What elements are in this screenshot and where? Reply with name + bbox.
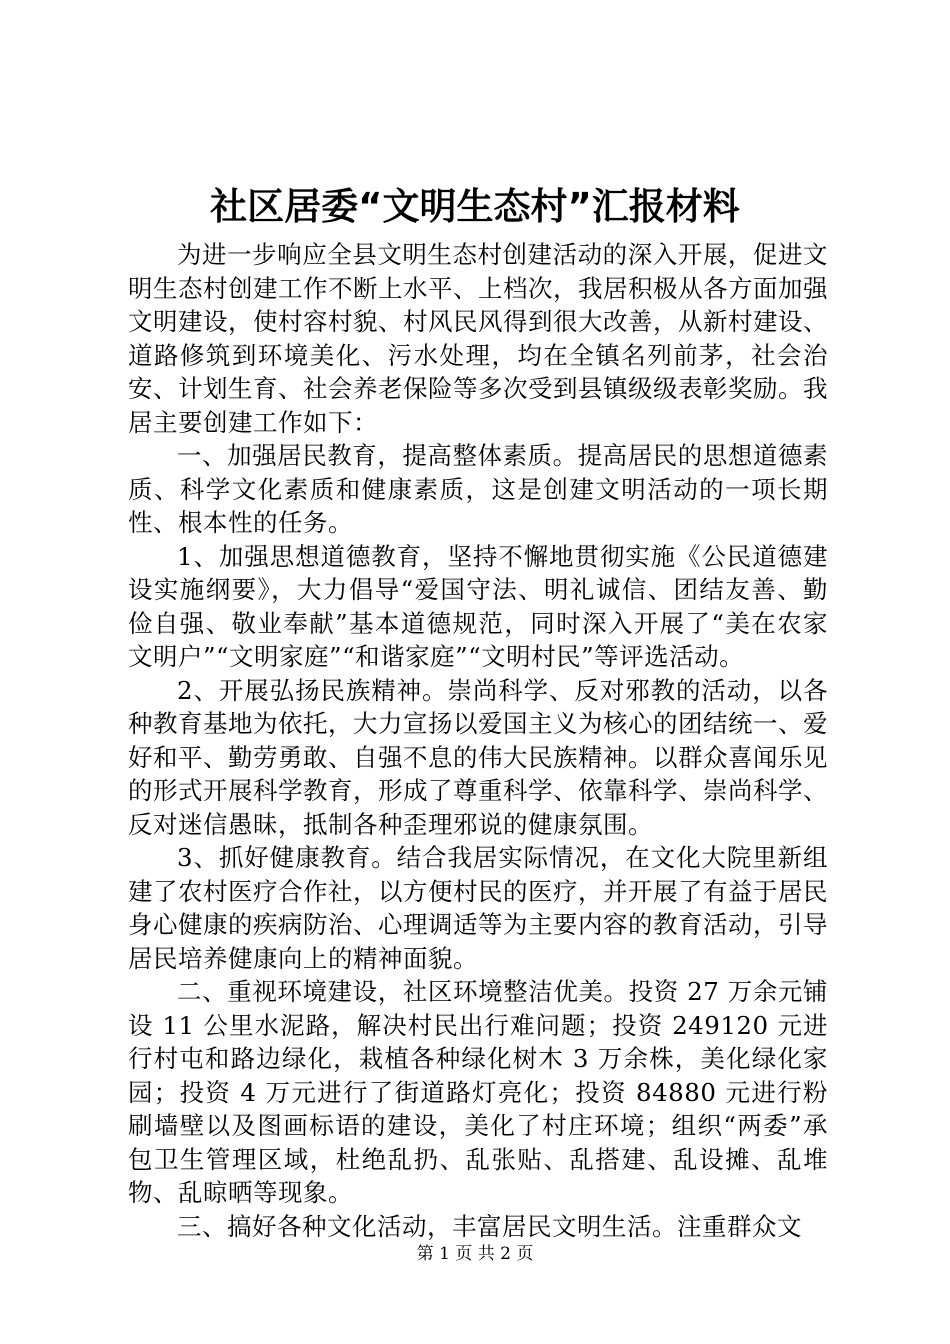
paragraph-section-3: 三、搞好各种文化活动，丰富居民文明生活。注重群众文 xyxy=(177,1211,802,1241)
paragraph-section-2: 二、重视环境建设，社区环境整洁优美。投资 27 万余元铺设 11 公里水泥路，解决村民出行难问题；投资 249120 元进行村屯和路边绿化，栽植各种绿化树木 3 万余株，美化绿化家园；投资 4 万元进行了街道路灯亮化；投资 84880 元进行粉刷墙壁以及图画标语的建设，美化了村庄环境；组织“两委”承包卫生管理区域，杜绝乱扔、乱张贴、乱搭建、乱设摊、乱堆物、乱晾晒等现象。 xyxy=(128,977,828,1207)
document-title: 社区居委“文明生态村”汇报材料 xyxy=(210,185,740,228)
paragraph-section-1: 一、加强居民教育，提高整体素质。提高居民的思想道德素质、科学文化素质和健康素质，这是创建文明活动的一项长期性、根本性的任务。 xyxy=(128,441,828,537)
page-footer: 第 1 页 共 2 页 xyxy=(416,1244,534,1264)
paragraph-item-1: 1、加强思想道德教育，坚持不懈地贯彻实施《公民道德建设实施纲要》，大力倡导“爱国守法、明礼诚信、团结友善、勤俭自强、敬业奉献”基本道德规范，同时深入开展了“美在农家文明户”“文明家庭”“和谐家庭”“文明村民”等评选活动。 xyxy=(128,541,828,671)
document-body xyxy=(128,238,828,1243)
paragraph-item-3: 3、抓好健康教育。结合我居实际情况，在文化大院里新组建了农村医疗合作社，以方便村民的医疗，并开展了有益于居民身心健康的疾病防治、心理调适等为主要内容的教育活动，引导居民培养健康向上的精神面貌。 xyxy=(128,843,828,973)
paragraph-intro: 为进一步响应全县文明生态村创建活动的深入开展，促进文明生态村创建工作不断上水平、上档次，我居积极从各方面加强文明建设，使村容村貌、村风民风得到很大改善，从新村建设、道路修筑到环境美化、污水处理，均在全镇名列前茅，社会治安、计划生育、社会养老保险等多次受到县镇级级表彰奖励。我居主要创建工作如下： xyxy=(128,240,828,437)
paragraph-item-2: 2、开展弘扬民族精神。崇尚科学、反对邪教的活动，以各种教育基地为依托，大力宣扬以爱国主义为核心的团结统一、爱好和平、勤劳勇敢、自强不息的伟大民族精神。以群众喜闻乐见的形式开展科学教育，形成了尊重科学、依靠科学、崇尚科学、反对迷信愚昧，抵制各种歪理邪说的健康氛围。 xyxy=(128,675,828,839)
